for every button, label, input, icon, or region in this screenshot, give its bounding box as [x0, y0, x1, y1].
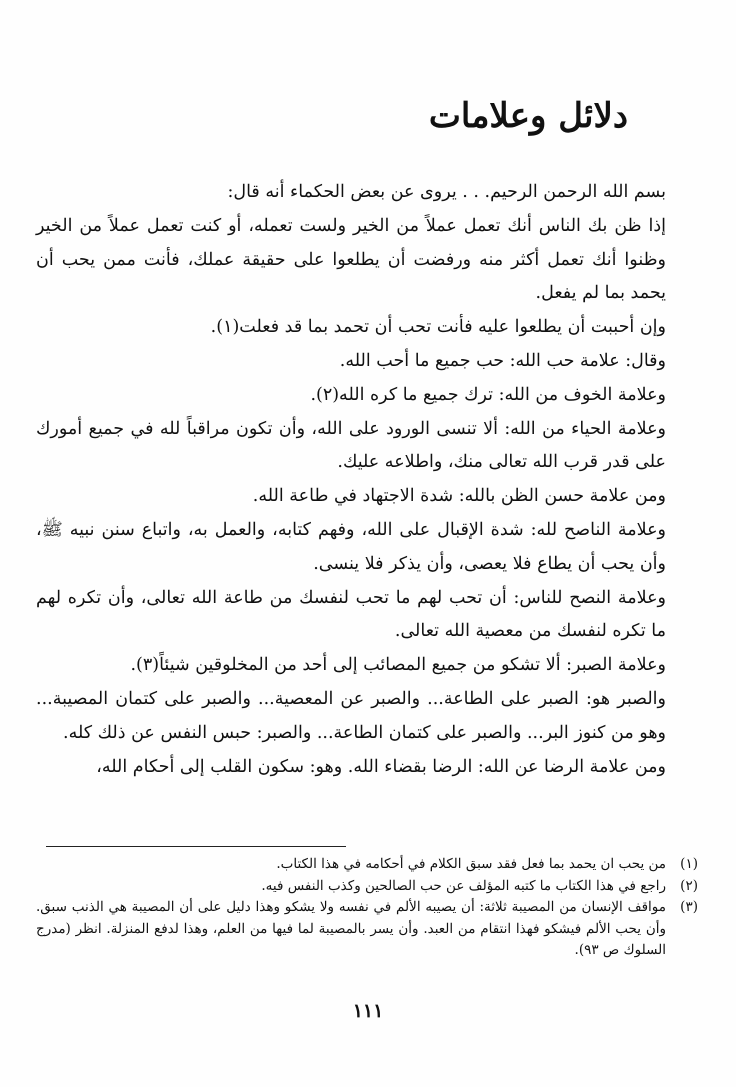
footnote-text: راجع في هذا الكتاب ما كتبه المؤلف عن حب الصالحين وكذب النفس فيه.: [261, 877, 666, 894]
footnote-text: من يحب ان يحمد بما فعل فقد سبق الكلام في أحكامه في هذا الكتاب.: [276, 856, 666, 872]
paragraph: والصبر هو: الصبر على الطاعة... والصبر عن المعصية... والصبر على كتمان المصيبة... وهو من كنوز البر... والصبر على كتمان الطاعة... والصبر: حبس النفس عن ذلك كله.: [36, 688, 667, 743]
footnote-separator: [46, 846, 346, 847]
footnotes: [36, 854, 698, 962]
footnote-text: مواقف الإنسان من المصيبة ثلاثة: أن يصيبه الألم في نفسه ولا يشكو وهذا دليل على أن المصيبة هي الذنب سبق. وأن يحب الألم فيشكو فهذا انتقام من العبد. وأن يسر بالمصيبة لما فيها من العلم، وهذا لدفع المنزلة. انظر (مدرج السلوك ص ٩٣).: [36, 899, 666, 958]
paragraph: وعلامة الناصح لله: شدة الإقبال على الله، وفهم كتابه، والعمل به، واتباع سنن نبيه ﷺ، وأن يحب أن يطاع فلا يعصى، وأن يذكر فلا ينسى.: [36, 519, 666, 574]
paragraph: وإن أحببت أن يطلعوا عليه فأنت تحب أن تحمد بما قد فعلت(١).: [210, 317, 666, 338]
paragraph: وعلامة النصح للناس: أن تحب لهم ما تحب لنفسك من طاعة الله تعالى، وأن تكره لهم ما تكره لنفسك من معصية الله تعالى.: [36, 587, 666, 642]
paragraph: إذا ظن بك الناس أنك تعمل عملاً من الخير ولست تعمله، أو كنت تعمل عملاً من الخير وظنوا أنك تعمل أكثر منه ورفضت أن يطلعوا على حقيقة عملك، فأنت ممن يحب أن يحمد بما لم يفعل.: [36, 215, 666, 304]
body-text: [36, 176, 698, 784]
chapter-title: دلائل وعلامات: [428, 96, 628, 136]
page-number: ١١١: [352, 1000, 384, 1022]
footnote: [36, 854, 698, 876]
footnote-number: (٢): [680, 877, 698, 894]
paragraph: وقال: علامة حب الله: حب جميع ما أحب الله.: [339, 350, 666, 371]
paragraph: بسم الله الرحمن الرحيم. . . يروى عن بعض الحكماء أنه قال:: [227, 182, 666, 202]
paragraph: ومن علامة حسن الظن بالله: شدة الاجتهاد في طاعة الله.: [252, 486, 666, 507]
footnote-number: (٣): [680, 899, 698, 915]
paragraph: وعلامة الحياء من الله: ألا تنسى الورود على الله، وأن تكون مراقباً لله في جميع أمورك على قدر قرب الله تعالى منك، واطلاعه عليك.: [36, 418, 666, 473]
footnote: [36, 897, 698, 962]
footnote-number: (١): [680, 856, 698, 872]
paragraph: وعلامة الخوف من الله: ترك جميع ما كره الله(٢).: [310, 384, 666, 405]
paragraph: ومن علامة الرضا عن الله: الرضا بقضاء الله. وهو: سكون القلب إلى أحكام الله،: [96, 756, 666, 777]
paragraph: وعلامة الصبر: ألا تشكو من جميع المصائب إلى أحد من المخلوقين شيئاً(٣).: [130, 655, 666, 676]
footnote: [36, 876, 698, 898]
